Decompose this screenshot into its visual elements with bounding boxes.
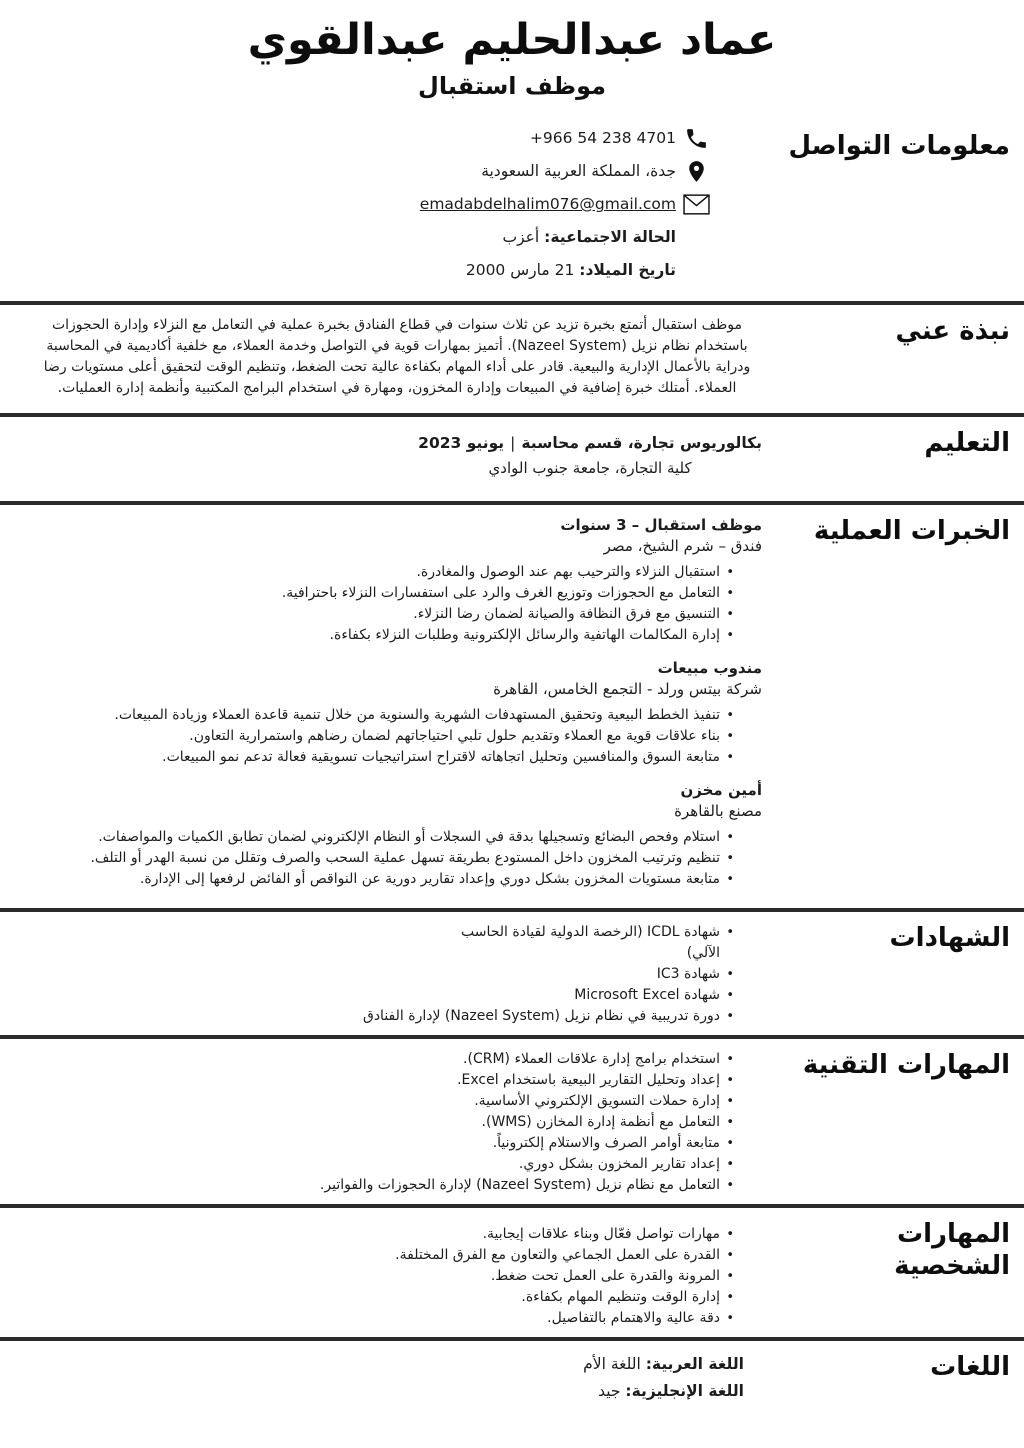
job-bullet-list — [0, 562, 762, 646]
about-paragraph: موظف استقبال أتمتع بخبرة تزيد عن ثلاث سنوات في قطاع الفنادق بخبرة عملية في التعامل مع النزلاء وإدارة الحجوزات باستخدام نظام نزيل (Nazeel System). أتميز بمهارات قوية في التواصل وخدمة العملاء، مع خلفية أكاديمية في المحاسبة ودراية بالأعمال الإدارية والبيعية. قادر على أداء المهام بكفاءة عالية تحت الضغط، وتنظيم الوقت لتحقيق أعلى مستويات رضا العملاء. أمتلك خبرة إضافية في المبيعات وإدارة المخزون، ومهارة في استخدام البرامج المكتبية وأنظمة إدارة العمليات. — [43, 316, 751, 396]
job-bullet: • متابعة السوق والمنافسين وتحليل اتجاهاته لاقتراح استراتيجيات تسويقية فعالة تدعم نمو المبيعات. — [0, 747, 734, 768]
section-contact — [0, 120, 1024, 301]
job-bullet: • التنسيق مع فرق النظافة والصيانة لضمان رضا النزلاء. — [0, 604, 734, 625]
section-header-personal-skills — [774, 1208, 1024, 1283]
experience-content — [0, 505, 774, 908]
section-header-education — [774, 417, 1024, 460]
section-header-about — [774, 305, 1024, 348]
job-title: موظف استقبال – 3 سنوات — [560, 515, 762, 534]
job-bullet: • متابعة مستويات المخزون بشكل دوري وإعداد تقارير دورية عن النواقص أو الفائض لرفعها إلى الإدارة. — [0, 869, 734, 890]
certificate-item: • شهادة IC3 — [0, 964, 734, 985]
candidate-name: عماد عبدالحليم عبدالقوي — [247, 15, 777, 65]
technical-skills-content — [0, 1039, 774, 1204]
skill-item: • إعداد تقارير المخزون بشكل دوري. — [0, 1154, 734, 1175]
birthdate-label: تاريخ الميلاد: — [579, 261, 676, 280]
section-personal-skills — [0, 1204, 1024, 1337]
job-organization: شركة بيتس ورلد - التجمع الخامس، القاهرة — [493, 679, 762, 698]
phone-icon — [683, 126, 710, 151]
phone-number: +966 54 238 4701 — [529, 129, 676, 148]
job-bullet: • إدارة المكالمات الهاتفية والرسائل الإلكترونية وطلبات النزلاء بكفاءة. — [0, 625, 734, 646]
education-degree-line — [418, 431, 762, 456]
language-label: اللغة العربية: — [645, 1354, 744, 1373]
job-bullet-list — [0, 827, 762, 890]
language-level: اللغة الأم — [583, 1354, 641, 1373]
skill-item: • استخدام برامج إدارة علاقات العملاء (CRM). — [0, 1049, 734, 1070]
certificate-item: • شهادة Microsoft Excel — [0, 985, 734, 1006]
section-title: المهارات التقنية — [802, 1049, 1010, 1080]
skill-item: • متابعة أوامر الصرف والاستلام إلكترونياً. — [0, 1133, 734, 1154]
section-title: نبذة عني — [895, 315, 1010, 346]
section-title: المهارات الشخصية — [894, 1218, 1010, 1282]
marital-status-label: الحالة الاجتماعية: — [544, 228, 676, 247]
job-bullet: • التعامل مع الحجوزات وتوزيع الغرف والرد على استفسارات النزلاء باحترافية. — [0, 583, 734, 604]
certificates-content — [0, 912, 774, 1035]
job-bullet: • بناء علاقات قوية مع العملاء وتقديم حلول تلبي احتياجاتهم لضمان رضاهم واستمرارية التعاون. — [0, 726, 734, 747]
section-title: اللغات — [930, 1351, 1010, 1382]
birthdate — [466, 261, 676, 279]
section-header-experience — [774, 505, 1024, 548]
language-item — [0, 1378, 744, 1405]
skill-item: • التعامل مع نظام نزيل (Nazeel System) لإدارة الحجوزات والفواتير. — [0, 1175, 734, 1196]
degree-name: بكالوريوس تجارة، قسم محاسبة — [521, 433, 762, 452]
separator: | — [510, 433, 516, 452]
location-pin-icon — [683, 158, 710, 185]
degree-date: يونيو 2023 — [418, 433, 505, 452]
skill-item: • المرونة والقدرة على العمل تحت ضغط. — [0, 1266, 734, 1287]
section-header-certificates — [774, 912, 1024, 955]
skill-item: • دقة عالية والاهتمام بالتفاصيل. — [0, 1308, 734, 1329]
section-header-languages — [774, 1341, 1024, 1384]
skill-item: • التعامل مع أنظمة إدارة المخازن (WMS). — [0, 1112, 734, 1133]
section-title: معلومات التواصل — [788, 130, 1010, 161]
job-entry — [0, 780, 762, 890]
personal-skills-content — [0, 1208, 774, 1337]
certificate-item: • شهادة ICDL (الرخصة الدولية لقيادة الحاسب الآلي) — [449, 922, 734, 964]
job-entry — [0, 515, 762, 646]
language-level: جيد — [598, 1381, 621, 1400]
job-bullet: • استلام وفحص البضائع وتسجيلها بدقة في السجلات أو النظام الإلكتروني لضمان تطابق الكميات والمواصفات. — [0, 827, 734, 848]
job-bullet: • تنظيم وترتيب المخزون داخل المستودع بطريقة تسهل عملية السحب والصرف وتقلل من نسبة الهدر أو التلف. — [0, 848, 734, 869]
section-technical-skills — [0, 1035, 1024, 1204]
contact-row-phone — [0, 122, 710, 155]
job-organization: مصنع بالقاهرة — [674, 801, 762, 820]
education-content — [0, 417, 774, 501]
skill-item: • مهارات تواصل فعّال وبناء علاقات إيجابية. — [0, 1224, 734, 1245]
section-title: الخبرات العملية — [813, 515, 1010, 546]
section-certificates — [0, 908, 1024, 1035]
skill-item: • إعداد وتحليل التقارير البيعية باستخدام Excel. — [0, 1070, 734, 1091]
section-languages — [0, 1337, 1024, 1405]
certificate-item: • دورة تدريبية في نظام نزيل (Nazeel System) لإدارة الفنادق — [0, 1006, 734, 1027]
job-bullet: • استقبال النزلاء والترحيب بهم عند الوصول والمغادرة. — [0, 562, 734, 583]
technical-skills-list — [0, 1049, 762, 1196]
contact-row-birthdate — [0, 254, 710, 287]
birthdate-value: 21 مارس 2000 — [465, 261, 575, 280]
job-bullet-list — [0, 705, 762, 768]
marital-status — [503, 228, 676, 246]
section-education — [0, 413, 1024, 501]
section-title: التعليم — [924, 427, 1010, 458]
skill-item: • إدارة الوقت وتنظيم المهام بكفاءة. — [0, 1287, 734, 1308]
section-header-contact — [774, 120, 1024, 163]
candidate-job-title: موظف استقبال — [418, 71, 606, 100]
contact-row-location — [0, 155, 710, 188]
section-header-technical-skills — [774, 1039, 1024, 1082]
education-school: كلية التجارة، جامعة جنوب الوادي — [488, 458, 692, 477]
job-title: مندوب مبيعات — [657, 658, 762, 677]
marital-status-value: أعزب — [502, 228, 540, 247]
contact-row-marital-status — [0, 221, 710, 254]
language-item — [0, 1351, 744, 1378]
skill-item: • إدارة حملات التسويق الإلكتروني الأساسية. — [0, 1091, 734, 1112]
language-label: اللغة الإنجليزية: — [625, 1381, 744, 1400]
job-organization: فندق – شرم الشيخ، مصر — [603, 536, 762, 555]
envelope-icon — [683, 194, 710, 215]
job-title: أمين مخزن — [680, 780, 762, 799]
personal-skills-list — [0, 1224, 762, 1329]
title-block — [0, 0, 1024, 100]
email-link[interactable]: emadabdelhalim076@gmail.com — [419, 195, 676, 214]
contact-content — [0, 120, 774, 301]
education-entry — [418, 431, 762, 481]
job-entry — [0, 658, 762, 768]
contact-row-email — [0, 188, 710, 221]
certificates-list — [0, 922, 762, 1027]
section-experience — [0, 501, 1024, 908]
job-bullet: • تنفيذ الخطط البيعية وتحقيق المستهدفات الشهرية والسنوية من خلال تنمية قاعدة العملاء وزيادة المبيعات. — [0, 705, 734, 726]
location-text: جدة، المملكة العربية السعودية — [481, 162, 676, 181]
languages-content — [0, 1341, 774, 1405]
section-title: الشهادات — [889, 922, 1010, 953]
section-about — [0, 301, 1024, 413]
skill-item: • القدرة على العمل الجماعي والتعاون مع الفرق المختلفة. — [0, 1245, 734, 1266]
